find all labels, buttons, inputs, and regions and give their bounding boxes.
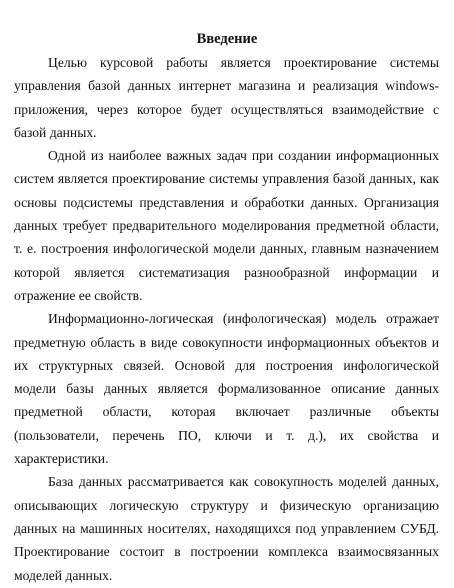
paragraph-database: База данных рассматривается как совокупность моделей данных, описывающих логическую структуру и физическую организацию данных на машинных носителях, находящихся под управлением СУБД. Проектирование состоит в построении комплекса взаимосвязанных моделей данных.	[14, 474, 439, 583]
document-title: Введение	[196, 31, 258, 47]
document-body	[14, 51, 439, 587]
paragraph-infological-model: Информационно-логическая (инфологическая) модель отражает предметную область в виде совокупности информационных объектов и их структурных связей. Основой для построения инфологической модели базы данных является формализованное описание данных предметной области, которая включает различные объекты (пользователи, перечень ПО, ключи и т. д.), их свойства и характеристики.	[14, 311, 439, 467]
paragraph-goal: Целью курсовой работы является проектирование системы управления базой данных интернет магазина и реализация windows-приложения, через которое будет осуществляться взаимодействие с базой данных.	[14, 55, 439, 140]
paragraph-tasks: Одной из наиболее важных задач при создании информационных систем является проектирование системы управления базой данных, как основы подсистемы представления и обработки данных. Организация данных требует предварительного моделирования предметной области, т. е. построения инфологической модели данных, главным назначением которой является систематизация разнообразной информации и отражение ее свойств.	[14, 148, 439, 303]
